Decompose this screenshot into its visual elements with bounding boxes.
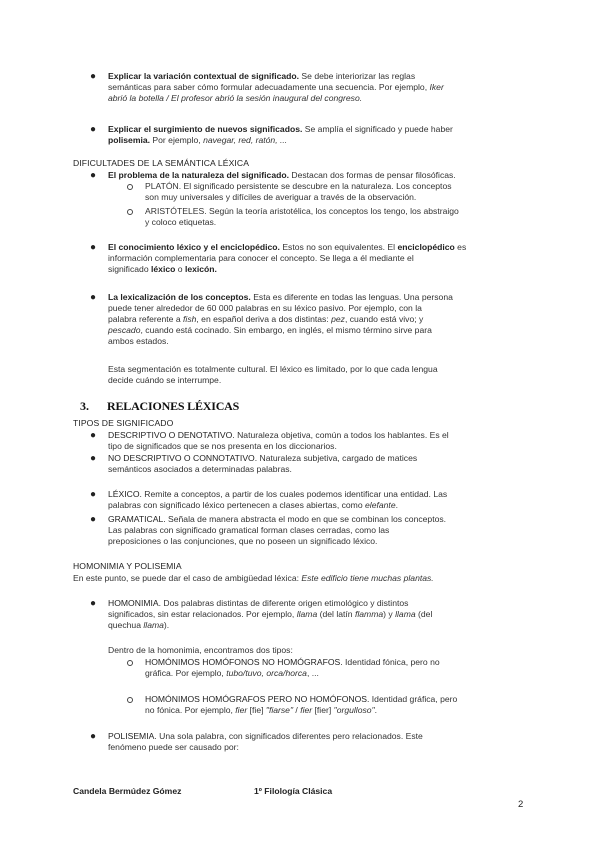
- bullet-icon: ●: [90, 731, 97, 742]
- paragraph-new-meanings: Explicar el surgimiento de nuevos significados. Se amplía el significado y puede haber polisemia. Por ejemplo, navegar, red, ratón, ...: [108, 124, 453, 145]
- item-lexico: LÉXICO. Remite a conceptos, a partir de los cuales podemos identificar una entidad. Las palabras con significado léxico pertenecen a clases abiertas, como elefante.: [108, 489, 448, 510]
- subitem-aristoteles: ARISTÓTELES. Según la teoría aristotélica, los conceptos los tengo, los abstraigo y coloco etiquetas.: [145, 206, 459, 227]
- bold-term: Explicar la variación contextual de significado.: [108, 71, 300, 81]
- item-polisemia: POLISEMIA. Una sola palabra, con significados diferentes pero relacionados. Este fenómeno puede ser causado por:: [108, 731, 423, 752]
- bullet-icon: ●: [90, 124, 97, 135]
- hollow-bullet-icon: [127, 184, 133, 190]
- hollow-bullet-icon: [127, 209, 133, 215]
- bullet-icon: ●: [90, 453, 97, 464]
- item-homonimia: HOMONIMIA. Dos palabras distintas de diferente origen etimológico y distintos significados, sin estar relacionados. Por ejemplo, llama (del latín flamma) y llama (del quechua llama).: [108, 598, 433, 630]
- bullet-icon: ●: [90, 430, 97, 441]
- bullet-icon: ●: [90, 292, 97, 303]
- homonimia-types-intro: Dentro de la homonimia, encontramos dos tipos:: [108, 645, 293, 655]
- paragraph-contextual-variation: Explicar la variación contextual de significado. Se debe interiorizar las reglas semánticas para saber cómo formular adecuadamente una secuencia. Por ejemplo, Iker abrió la botella / El profesor abrió la sesión inaugural del congreso.: [108, 71, 444, 103]
- bullet-icon: ●: [90, 71, 97, 82]
- bullet-icon: ●: [90, 514, 97, 525]
- subitem-platon: PLATÓN. El significado persistente se descubre en la naturaleza. Los conceptos son muy universales y difíciles de averiguar a través de la observación.: [145, 181, 452, 202]
- subsection-title-tipos: TIPOS DE SIGNIFICADO: [73, 418, 174, 428]
- paragraph-nature-of-meaning: El problema de la naturaleza del significado. Destacan dos formas de pensar filosóficas.: [108, 170, 456, 180]
- bullet-icon: ●: [90, 489, 97, 500]
- item-gramatical: GRAMATICAL. Señala de manera abstracta el modo en que se combinan los conceptos. Las palabras con significado gramatical forman clases cerradas, como las preposiciones o las conjunciones, que no poseen un significado léxico.: [108, 514, 447, 546]
- footer-author: Candela Bermúdez Gómez: [73, 786, 182, 796]
- subsection-title-homonimia: HOMONIMIA Y POLISEMIA: [73, 561, 182, 571]
- footer-course: 1º Filología Clásica: [254, 786, 333, 796]
- paragraph-lexical-knowledge: El conocimiento léxico y el enciclopédico. Estos no son equivalentes. El enciclopédico es información complementaria para conocer el concepto. Se llega a él mediante el significado léxico o lexicón.: [108, 242, 467, 274]
- page-number: 2: [518, 799, 524, 810]
- section-heading: RELACIONES LÉXICAS: [107, 399, 240, 413]
- bullet-icon: ●: [90, 598, 97, 609]
- subitem-homofonos: HOMÓNIMOS HOMÓFONOS NO HOMÓGRAFOS. Identidad fónica, pero no gráfica. Por ejemplo, tubo/tuvo, orca/horca, ...: [145, 657, 440, 678]
- hollow-bullet-icon: [127, 660, 133, 666]
- item-no-descriptivo: NO DESCRIPTIVO O CONNOTATIVO. Naturaleza subjetiva, cargado de matices semánticos asociados a determinadas palabras.: [108, 453, 418, 474]
- paragraph-lexicalization: La lexicalización de los conceptos. Esta es diferente en todas las lenguas. Una persona puede tener alrededor de 60 000 palabras en su léxico pasivo. Por ejemplo, con la palabra referente a fish, en español deriva a dos distintas: pez, cuando está vivo; y pescado, cuando está cocinado. Sin embargo, en inglés, el mismo término sirve para ambos estados.: [108, 292, 453, 346]
- paragraph-segmentation-note: Esta segmentación es totalmente cultural. El léxico es limitado, por lo que cada lengua decide cuándo se interrumpe.: [108, 364, 438, 385]
- bullet-icon: ●: [90, 170, 97, 181]
- bullet-icon: ●: [90, 242, 97, 253]
- subitem-homografos: HOMÓNIMOS HOMÓGRAFOS PERO NO HOMÓFONOS. Identidad gráfica, pero no fónica. Por ejemplo, fier [fie] "fiarse" / fier [fier] "orgulloso".: [145, 694, 458, 715]
- homonimia-intro: En este punto, se puede dar el caso de ambigüedad léxica: Este edificio tiene muchas plantas.: [73, 573, 434, 583]
- item-descriptivo: DESCRIPTIVO O DENOTATIVO. Naturaleza objetiva, común a todos los hablantes. Es el tipo de significados que se nos presenta en los diccionarios.: [108, 430, 449, 451]
- section-title-dificultades: DIFICULTADES DE LA SEMÁNTICA LÉXICA: [73, 158, 250, 168]
- hollow-bullet-icon: [127, 697, 133, 703]
- section-number: 3.: [80, 399, 89, 413]
